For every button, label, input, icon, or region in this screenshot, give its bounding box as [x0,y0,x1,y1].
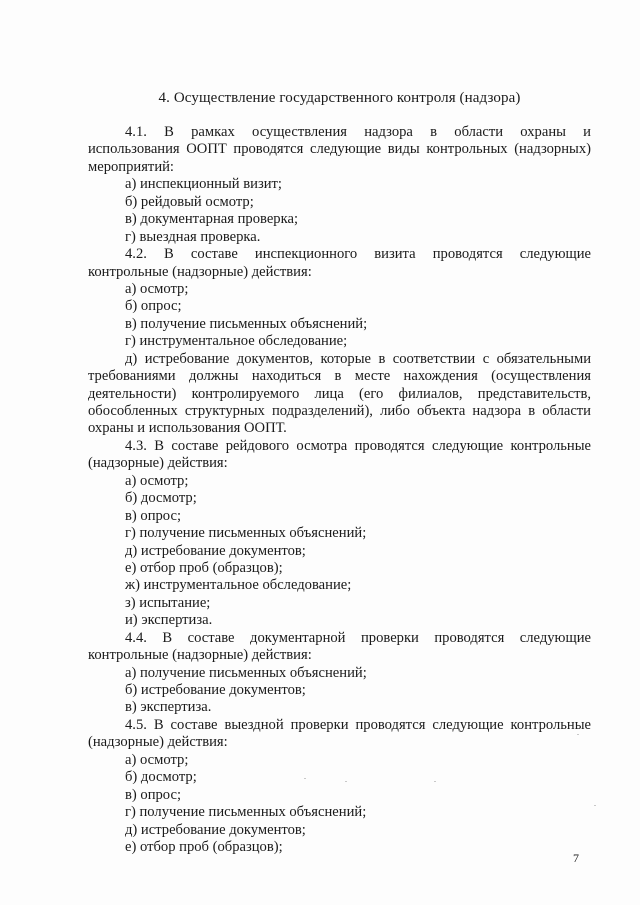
text-line: б) досмотр; [125,769,197,786]
text-line: контрольные (надзорные) действия: [88,647,312,664]
text-line: а) осмотр; [125,280,189,297]
text-line: з) испытание; [125,594,211,611]
text-line: б) досмотр; [125,490,197,507]
text-line: а) осмотр; [125,751,189,768]
text-line: г) получение письменных объяснений; [125,525,367,542]
text-line: д) истребование документов, которые в соответствии с обязательными [125,350,591,367]
scan-speck [434,781,436,782]
scan-speck [577,734,579,735]
text-line: деятельности) контролируемого лица (его филиалов, представительств, [88,385,591,402]
text-line: охраны и использования ООПТ. [88,420,287,437]
text-line: использования ООПТ проводятся следующие виды контрольных (надзорных) [88,141,591,158]
text-line: 4.3. В составе рейдового осмотра проводятся следующие контрольные [125,437,591,454]
text-line: б) рейдовый осмотр; [125,193,254,210]
text-line: а) инспекционный визит; [125,176,282,193]
text-line: требованиями должны находиться в месте нахождения (осуществления [88,368,591,385]
text-line: в) опрос; [125,786,181,803]
text-line: д) истребование документов; [125,542,306,559]
text-line: д) истребование документов; [125,821,306,838]
text-line: б) истребование документов; [125,682,306,698]
text-line: г) выездная проверка. [125,228,261,245]
text-line: (надзорные) действия: [88,455,228,472]
text-line: в) документарная проверка; [125,211,298,228]
text-line: е) отбор проб (образцов); [125,838,283,855]
text-line: 4.1. В рамках осуществления надзора в области охраны и [125,124,591,140]
text-line: б) опрос; [125,298,182,315]
scan-speck [594,805,596,806]
text-line: мероприятий: [88,158,174,175]
text-line: (надзорные) действия: [88,734,228,751]
scan-speck [345,781,347,782]
page-number: 7 [573,851,579,865]
text-line: и) экспертиза. [125,612,213,629]
text-line: в) получение письменных объяснений; [125,315,368,332]
text-line: а) получение письменных объяснений; [125,664,367,681]
text-line: г) получение письменных объяснений; [125,804,367,821]
text-line: в) экспертиза. [125,699,212,716]
text-line: обособленных структурных подразделений), либо объекта надзора в области [88,403,591,419]
section-heading: 4. Осуществление государственного контроля (надзора) [158,90,521,106]
text-line: 4.5. В составе выездной проверки проводятся следующие контрольные [125,716,591,733]
text-line: г) инструментальное обследование; [125,333,348,350]
text-line: контрольные (надзорные) действия: [88,263,312,280]
text-line: в) опрос; [125,507,181,524]
text-line: е) отбор проб (образцов); [125,559,283,576]
document-body [88,124,591,856]
text-line: 4.2. В составе инспекционного визита проводятся следующие [125,246,591,263]
text-line: ж) инструментальное обследование; [125,577,352,594]
text-line: а) осмотр; [125,472,189,489]
scan-speck [304,778,306,779]
text-line: 4.4. В составе документарной проверки проводятся следующие [125,629,591,646]
